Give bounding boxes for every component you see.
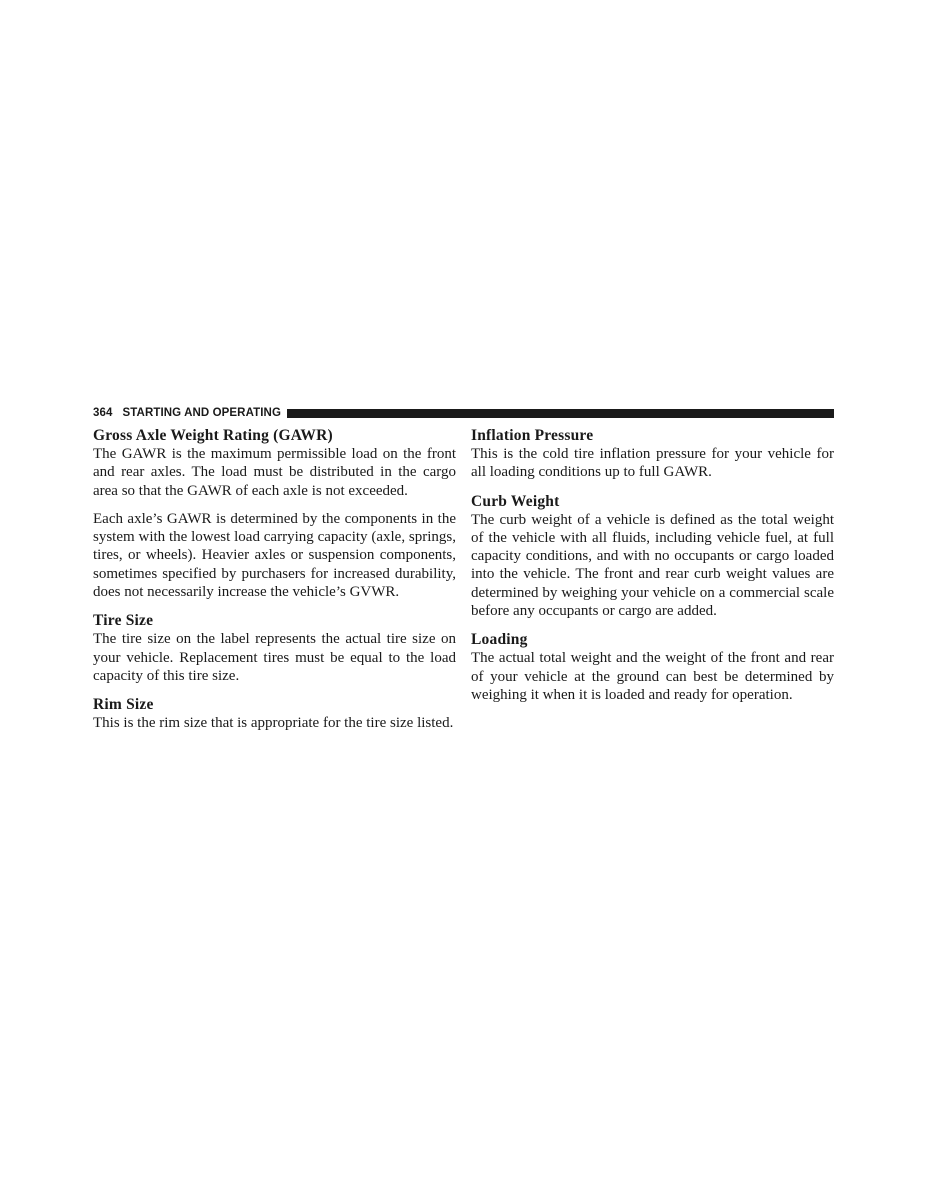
inflation-pressure-heading: Inflation Pressure	[471, 427, 594, 444]
inflation-pressure-paragraph: This is the cold tire inflation pressure for your vehicle for all loading conditions up to full GAWR.	[471, 446, 834, 481]
tire-size-heading: Tire Size	[93, 612, 154, 630]
gawr-paragraph-2: Each axle’s GAWR is determined by the components in the system with the lowest load carrying capacity (axle, springs, tires, or wheels). Heavier axles or suspension components, sometimes specified by purchasers for increased durability, does not necessarily increase the vehicle’s GVWR.	[93, 510, 456, 601]
gawr-heading: Gross Axle Weight Rating (GAWR)	[93, 427, 333, 444]
tire-size-paragraph: The tire size on the label represents the actual tire size on your vehicle. Replacement tires must be equal to the load capacity of this tire size.	[93, 631, 456, 684]
section-title: STARTING AND OPERATING	[122, 407, 282, 419]
gawr-paragraph-1: The GAWR is the maximum permissible load on the front and rear axles. The load must be distributed in the cargo area so that the GAWR of each axle is not exceeded.	[93, 446, 456, 499]
rim-size-section	[93, 695, 456, 732]
loading-section	[471, 630, 834, 704]
inflation-pressure-section	[471, 426, 834, 482]
right-column	[471, 426, 834, 714]
tire-size-section	[93, 611, 456, 685]
page-header	[93, 405, 834, 421]
curb-weight-heading: Curb Weight	[471, 492, 560, 510]
loading-heading: Loading	[471, 631, 528, 649]
rim-size-paragraph: This is the rim size that is appropriate for the tire size listed.	[93, 715, 454, 732]
left-column	[93, 426, 456, 743]
loading-paragraph: The actual total weight and the weight of the front and rear of your vehicle at the ground can best be determined by weighing it when it is loaded and ready for operation.	[471, 650, 834, 703]
header-rule	[287, 409, 834, 418]
rim-size-heading: Rim Size	[93, 696, 154, 714]
curb-weight-paragraph: The curb weight of a vehicle is defined as the total weight of the vehicle with all fluids, including vehicle fuel, at full capacity conditions, and with no occupants or cargo loaded into the vehicle. The front and rear curb weight values are determined by weighing your vehicle on a commercial scale before any occupants or cargo are added.	[471, 511, 834, 620]
page-number: 364	[93, 407, 113, 419]
curb-weight-section	[471, 492, 834, 621]
gawr-section	[93, 426, 456, 601]
